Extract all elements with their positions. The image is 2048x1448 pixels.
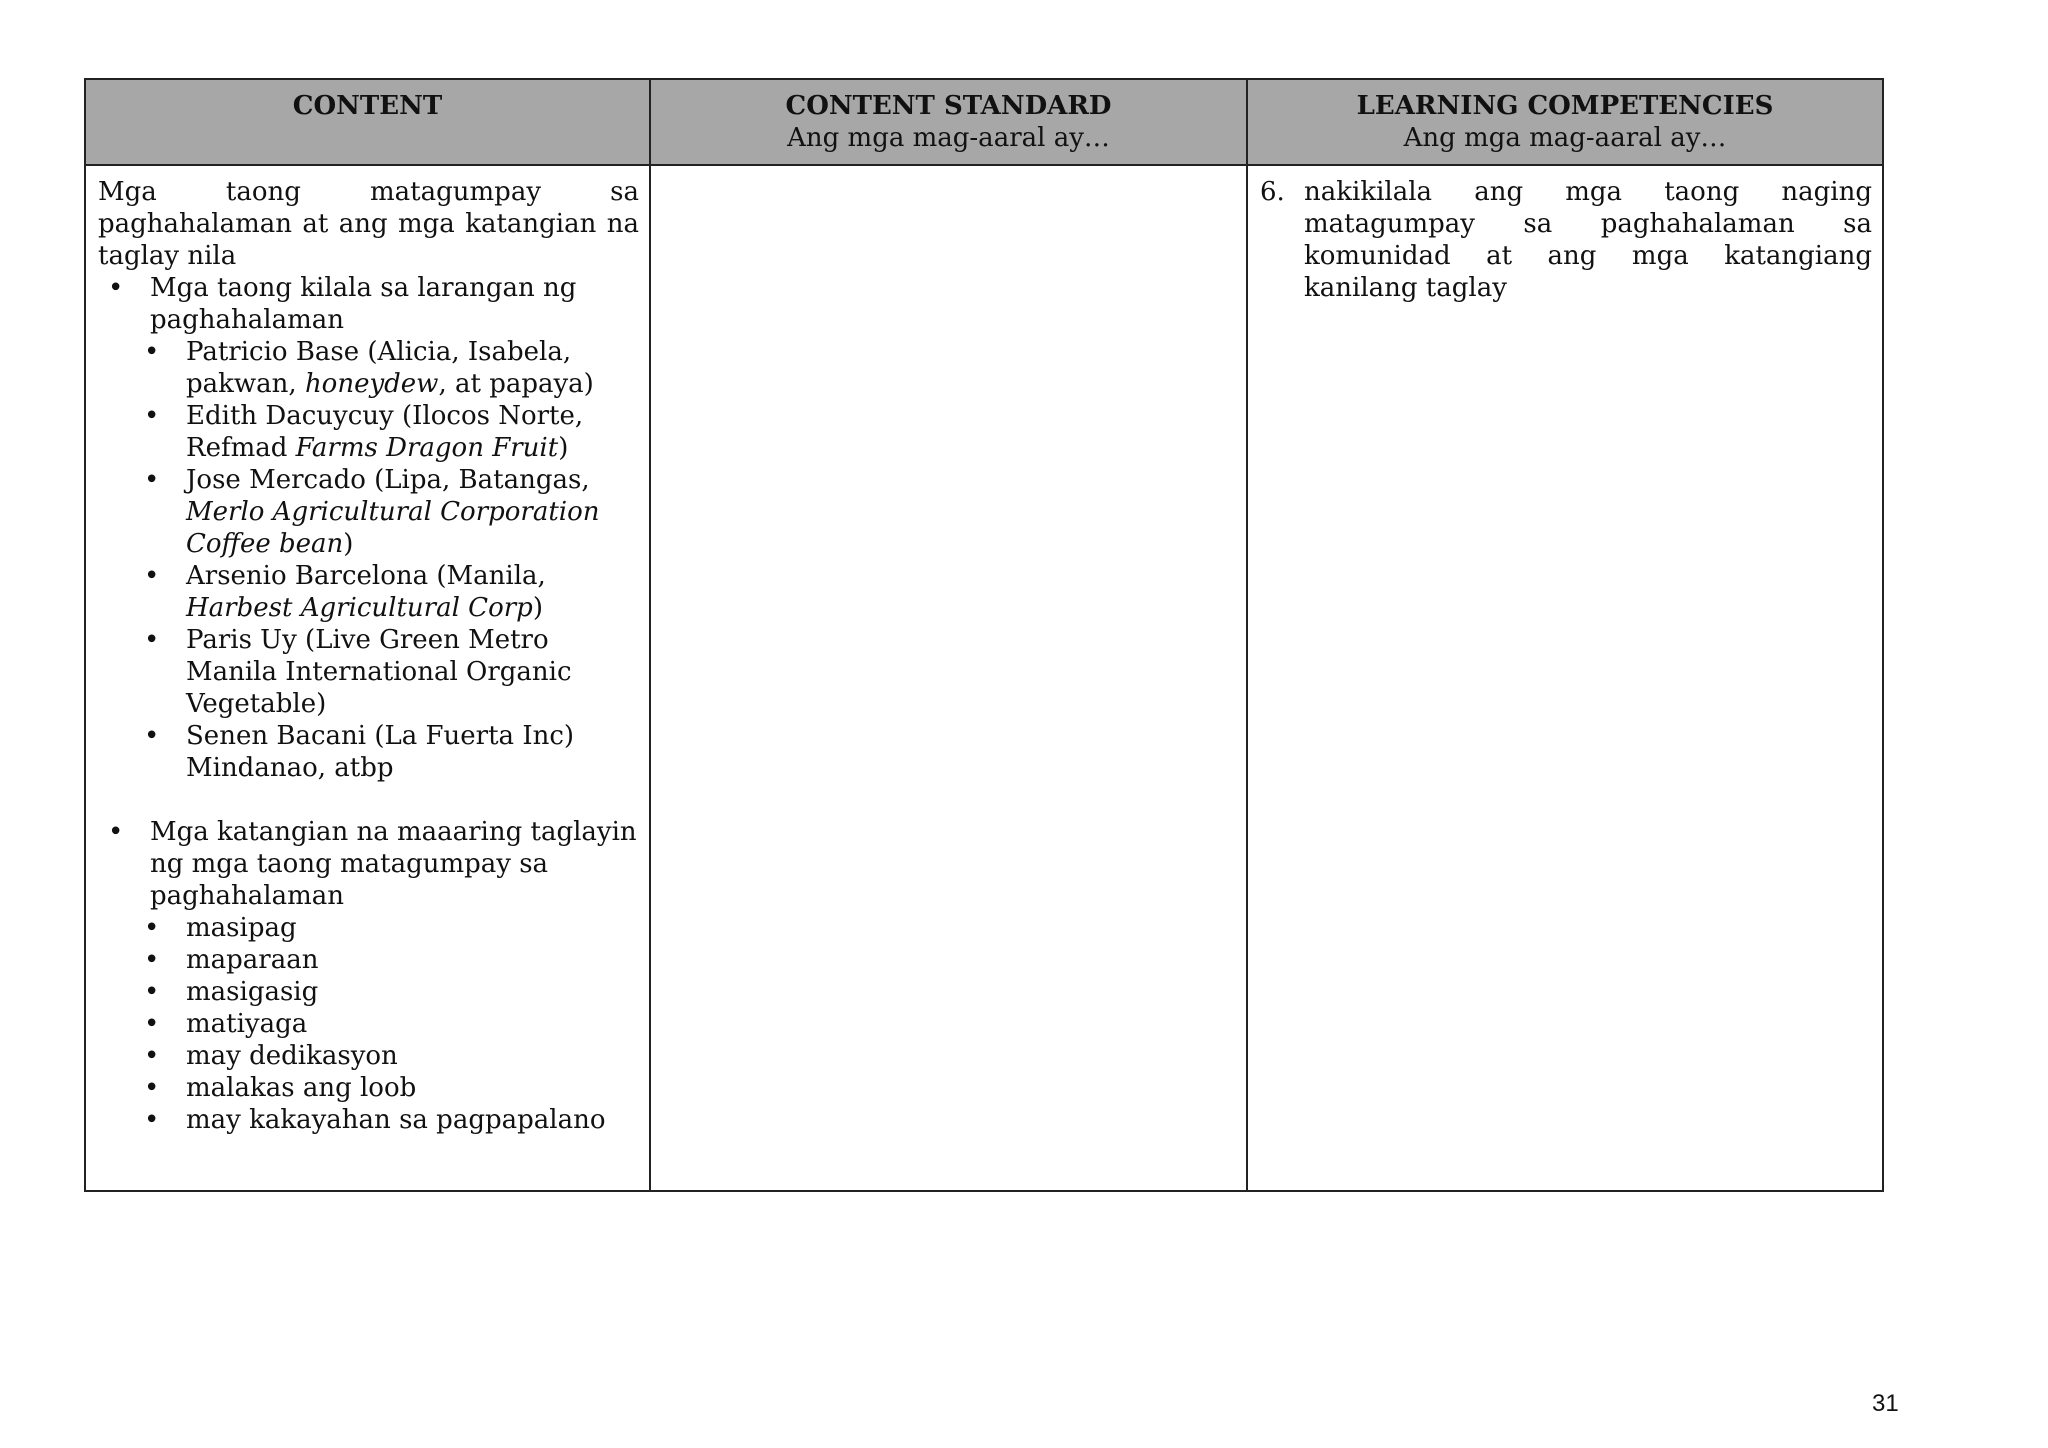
content-group-label: Mga katangian na maaaring taglayin ng mga taong matagumpay sa paghahalaman xyxy=(150,817,637,911)
list-item xyxy=(144,624,639,720)
list-item xyxy=(144,944,639,976)
content-standard-cell xyxy=(650,165,1247,1191)
list-item xyxy=(144,1008,639,1040)
bullet-icon: • xyxy=(108,273,124,303)
content-group-label: Mga taong kilala sa larangan ng paghahalaman xyxy=(150,273,577,335)
list-item xyxy=(144,1040,639,1072)
list-item xyxy=(144,1072,639,1104)
content-item-list xyxy=(144,912,639,1136)
content-item-list xyxy=(144,336,639,784)
header-learning-competencies xyxy=(1247,79,1883,165)
list-item-text: Patricio Base (Alicia, Isabela, pakwan, xyxy=(186,337,572,399)
list-item-text: matiyaga xyxy=(186,1009,308,1039)
competency-list xyxy=(1260,176,1872,304)
list-item-italic-text: Merlo Agricultural Corporation Coffee bean xyxy=(186,497,600,559)
list-item xyxy=(144,464,639,560)
curriculum-table xyxy=(84,78,1884,1192)
list-item-text: masigasig xyxy=(186,977,319,1007)
header-content-standard xyxy=(650,79,1247,165)
header-title: CONTENT STANDARD xyxy=(785,91,1112,121)
list-item-text: Paris Uy (Live Green Metro Manila International Organic Vegetable) xyxy=(186,625,572,719)
list-item xyxy=(144,912,639,944)
list-item xyxy=(144,400,639,464)
list-item-italic-text: Farms Dragon Fruit xyxy=(295,433,559,463)
bullet-icon: • xyxy=(144,1105,160,1135)
competency-text: nakikilala ang mga taong naging matagumpay sa paghahalaman sa komunidad at ang mga katangiang kanilang taglay xyxy=(1304,177,1872,303)
list-item-italic-text: honeydew xyxy=(304,369,439,399)
list-item-text: may dedikasyon xyxy=(186,1041,398,1071)
list-item xyxy=(144,720,639,784)
list-item xyxy=(144,336,639,400)
list-item xyxy=(144,976,639,1008)
list-item-text: ) xyxy=(532,593,543,623)
content-group-list xyxy=(98,272,639,1136)
header-title: LEARNING COMPETENCIES xyxy=(1356,91,1774,121)
page-number: 31 xyxy=(1872,1390,1899,1417)
header-title: CONTENT xyxy=(292,91,443,121)
list-item xyxy=(144,560,639,624)
bullet-icon: • xyxy=(144,945,160,975)
content-intro: Mga taong matagumpay sa paghahalaman at ang mga katangian na taglay nila xyxy=(98,177,639,271)
table-header-row xyxy=(85,79,1883,165)
content-group xyxy=(98,816,639,1136)
header-content xyxy=(85,79,650,165)
bullet-icon: • xyxy=(144,625,160,655)
bullet-icon: • xyxy=(144,1073,160,1103)
competencies-cell xyxy=(1247,165,1883,1191)
list-item-text: maparaan xyxy=(186,945,319,975)
list-item xyxy=(144,1104,639,1136)
bullet-icon: • xyxy=(108,817,124,847)
bullet-icon: • xyxy=(144,977,160,1007)
list-item-text: malakas ang loob xyxy=(186,1073,417,1103)
competency-number: 6. xyxy=(1260,177,1285,207)
bullet-icon: • xyxy=(144,1009,160,1039)
bullet-icon: • xyxy=(144,465,160,495)
list-item-text: Jose Mercado (Lipa, Batangas, xyxy=(186,465,590,495)
bullet-icon: • xyxy=(144,561,160,591)
list-item-text: ) xyxy=(558,433,569,463)
list-item-text: , at papaya) xyxy=(438,369,594,399)
list-item-text: masipag xyxy=(186,913,297,943)
bullet-icon: • xyxy=(144,721,160,751)
bullet-icon: • xyxy=(144,337,160,367)
header-subtitle: Ang mga mag-aaral ay… xyxy=(1403,123,1727,153)
content-group xyxy=(98,272,639,784)
list-item-text: Arsenio Barcelona (Manila, xyxy=(186,561,546,591)
bullet-icon: • xyxy=(144,913,160,943)
bullet-icon: • xyxy=(144,1041,160,1071)
list-item-text: may kakayahan sa pagpapalano xyxy=(186,1105,606,1135)
content-cell xyxy=(85,165,650,1191)
list-item-text: Edith Dacuycuy (Ilocos Norte, Refmad xyxy=(186,401,584,463)
list-item-text: Senen Bacani (La Fuerta Inc) Mindanao, atbp xyxy=(186,721,575,783)
competency-item xyxy=(1260,176,1872,304)
header-subtitle: Ang mga mag-aaral ay… xyxy=(787,123,1110,153)
list-item-italic-text: Harbest Agricultural Corp xyxy=(186,593,533,623)
bullet-icon: • xyxy=(144,401,160,431)
list-item-text: ) xyxy=(343,529,354,559)
table-row xyxy=(85,165,1883,1191)
